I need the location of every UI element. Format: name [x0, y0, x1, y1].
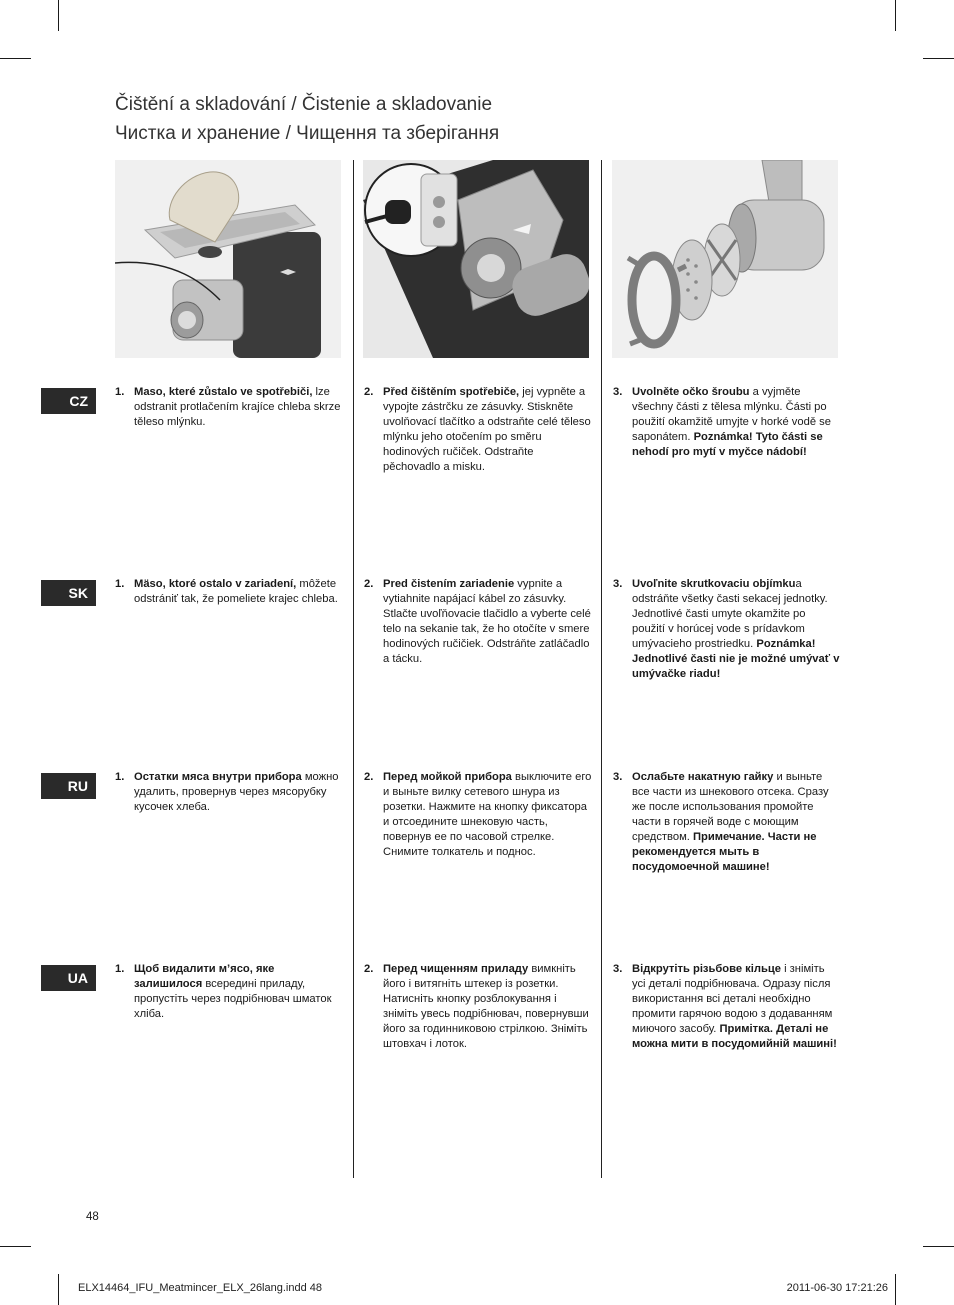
step-cz-2: 2. Před čištěním spotřebiče, jej vypněte a vypojte zástrčku ze zásuvky. Stiskněte uvolňovací tlačítko a odstraňte celé těleso mlýnku jeho otočením po směru hodinových ručiček. Odstraňte pěchovadlo a misku.	[364, 386, 591, 473]
step-ua-2: 2. Перед чищенням приладу вимкніть його і витягніть штекер із розетки. Натисніть кнопку розблокування і зніміть увесь подрібнювач, повернувши його за годинниковою стрілкою. Зніміть штовхач і лоток.	[364, 963, 589, 1050]
column-divider	[601, 160, 602, 1178]
crop-mark	[895, 1274, 896, 1305]
crop-mark	[895, 0, 896, 31]
lang-label-cz: CZ	[41, 388, 96, 414]
step-sk-2: 2. Pred čistením zariadenie vypnite a vytiahnite napájací kábel zo zásuvky. Stlačte uvoľňovacie tlačidlo a vyberte celé telo na sekanie tak, že ho otočíte v smere hodinových ručičiek. Odstráňte zatláčadlo a tácku.	[364, 578, 591, 665]
crop-mark	[0, 58, 31, 59]
column-divider	[353, 160, 354, 1178]
step-sk-1: 1. Mäso, ktoré ostalo v zariadení, môžete odstrániť tak, že pomeliete krajec chleba.	[115, 578, 338, 605]
footer-filename: ELX14464_IFU_Meatmincer_ELX_26lang.indd 48	[78, 1282, 322, 1294]
step-cz-3: 3. Uvolněte očko šroubu a vyjměte všechny části z tělesa mlýnku. Části po použití okamžitě umyjte v horké vodě se saponátem. Poznámka! Tyto části se nehodí pro mytí v myčce nádobí!	[613, 386, 831, 458]
illustration-exploded-parts	[612, 160, 838, 358]
illustration-bread-in-mincer	[115, 160, 341, 358]
crop-mark	[58, 0, 59, 31]
crop-mark	[923, 58, 954, 59]
lang-label-ru: RU	[41, 773, 96, 799]
step-ru-2: 2. Перед мойкой прибора выключите его и выньте вилку сетевого шнура из розетки. Нажмите на кнопку фиксатора и отсоедините шнековую часть, повернув ее по часовой стрелке. Снимите толкатель и поднос.	[364, 771, 592, 858]
illustration-unplug-and-release	[363, 160, 589, 358]
step-ru-1: 1. Остатки мяса внутри прибора можно удалить, провернув через мясорубку кусочек хлеба.	[115, 771, 339, 813]
page-title: Čištění a skladování / Čistenie a skladovanie	[115, 94, 493, 115]
step-cz-1: 1. Maso, které zůstalo ve spotřebiči, lze odstranit protlačením krajíce chleba skrze těleso mlýnku.	[115, 386, 341, 428]
step-ua-3: 3. Відкрутіть різьбове кільце і зніміть усі деталі подрібнювача. Одразу після використання всі деталі необхідно промити гарячою водою з додаванням миючого засобу. Примітка. Деталі не можна мити в посудомийній машині!	[613, 963, 837, 1050]
footer-timestamp: 2011-06-30 17:21:26	[786, 1282, 888, 1294]
step-ru-3: 3. Ослабьте накатную гайку и выньте все части из шнекового отсека. Сразу же после использования промойте части в горячей воде с моющим средством. Примечание. Части не рекомендуется мыть в посудомоечной машине!	[613, 771, 829, 873]
lang-label-ua: UA	[41, 965, 96, 991]
crop-mark	[923, 1246, 954, 1247]
page-subtitle: Чистка и хранение / Чищення та зберігання	[115, 123, 500, 144]
step-sk-3: 3. Uvoľnite skrutkovaciu objímkua odstráňte všetky časti sekacej jednotky. Jednotlivé časti umyte okamžite po použití v horúcej vode s prídavkom umývacieho prostriedku. Poznámka! Jednotlivé časti nie je možné umývať v umývačke riadu!	[613, 578, 840, 680]
crop-mark	[0, 1246, 31, 1247]
step-ua-1: 1. Щоб видалити м’ясо, яке залишилося всередині приладу, пропустіть через подрібнювач шматок хліба.	[115, 963, 332, 1020]
lang-label-sk: SK	[41, 580, 96, 606]
page-number: 48	[86, 1211, 99, 1223]
crop-mark	[58, 1274, 59, 1305]
